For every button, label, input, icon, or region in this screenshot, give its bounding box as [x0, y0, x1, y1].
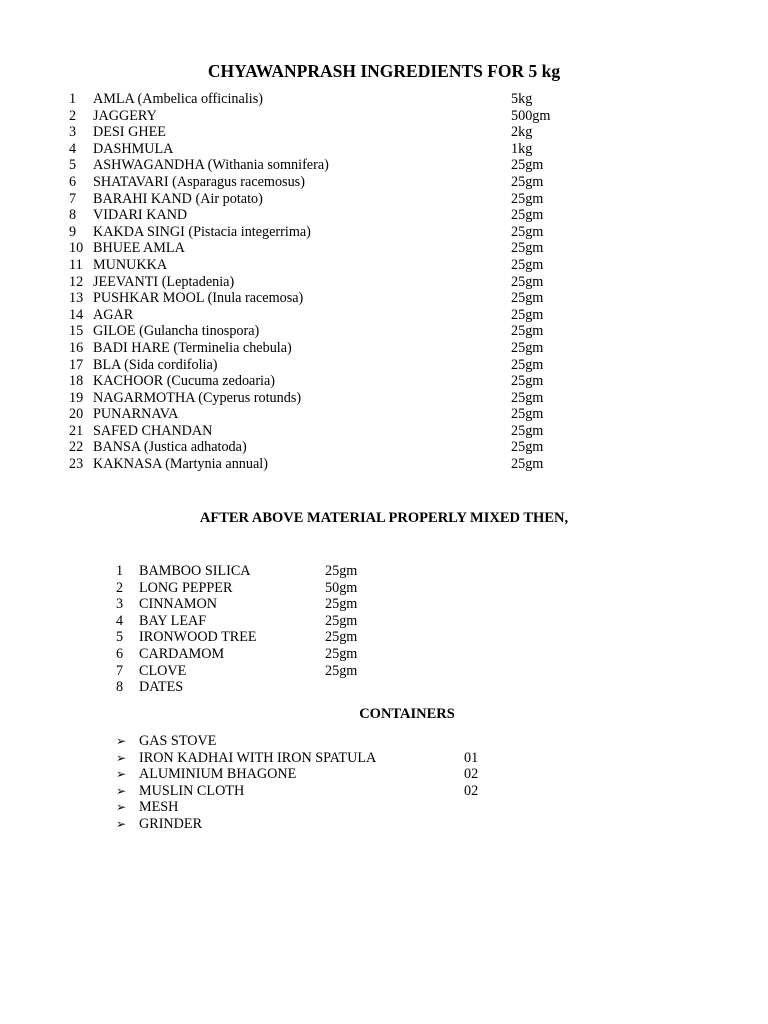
- container-row: [116, 799, 516, 816]
- item-quantity: 25gm: [325, 662, 358, 679]
- item-name: KACHOOR (Cucuma zedoaria): [93, 373, 276, 390]
- page-title: CHYAWANPRASH INGREDIENTS FOR 5 kg: [207, 61, 561, 81]
- item-quantity: 25gm: [511, 290, 544, 307]
- item-number: 22: [69, 439, 84, 456]
- item-name: ALUMINIUM BHAGONE: [139, 766, 297, 783]
- ingredient-row: [69, 157, 629, 174]
- item-number: 6: [69, 173, 77, 190]
- container-row: [116, 783, 516, 800]
- item-name: DESI GHEE: [93, 124, 166, 141]
- containers-heading: CONTAINERS: [359, 706, 455, 722]
- item-name: MESH: [139, 799, 179, 816]
- item-name: BADI HARE (Terminelia chebula): [93, 339, 292, 356]
- extras-list: [116, 563, 416, 696]
- item-name: NAGARMOTHA (Cyperus rotunds): [93, 389, 302, 406]
- ingredient-row: [69, 307, 629, 324]
- item-name: MUNUKKA: [93, 256, 168, 273]
- item-number: 1: [116, 563, 124, 579]
- item-name: BAY LEAF: [139, 612, 207, 629]
- bullet-arrow-icon: ➢: [116, 816, 127, 831]
- bullet-arrow-icon: ➢: [116, 734, 127, 748]
- ingredient-row: [69, 91, 629, 108]
- item-name: DATES: [139, 679, 184, 696]
- item-name: GILOE (Gulancha tinospora): [93, 323, 260, 340]
- item-name: BARAHI KAND (Air potato): [93, 190, 263, 207]
- item-quantity: 25gm: [511, 173, 544, 190]
- item-name: SHATAVARI (Asparagus racemosus): [93, 173, 305, 190]
- item-number: 13: [69, 290, 84, 307]
- ingredient-row: [69, 340, 629, 357]
- bullet-arrow-icon: ➢: [116, 767, 127, 782]
- item-name: CINNAMON: [139, 596, 218, 613]
- item-name: BLA (Sida cordifolia): [93, 356, 218, 373]
- item-quantity: 25gm: [511, 223, 544, 240]
- item-number: 3: [69, 124, 77, 141]
- item-number: 23: [69, 456, 84, 473]
- item-quantity: 25gm: [325, 645, 358, 662]
- ingredient-row: [69, 207, 629, 224]
- item-number: 20: [69, 406, 84, 423]
- item-number: 5: [116, 629, 124, 646]
- ingredient-row: [69, 257, 629, 274]
- item-quantity: 25gm: [511, 339, 544, 356]
- item-number: 1: [69, 91, 77, 107]
- bullet-arrow-icon: ➢: [116, 783, 127, 798]
- item-quantity: 25gm: [511, 157, 544, 174]
- ingredient-row: [69, 290, 629, 307]
- item-name: IRONWOOD TREE: [139, 629, 257, 646]
- item-quantity: 25gm: [511, 273, 544, 290]
- extra-ingredient-row: [116, 596, 416, 613]
- item-quantity: 1kg: [511, 140, 533, 157]
- ingredients-list: [69, 91, 629, 473]
- item-quantity: 25gm: [511, 306, 544, 323]
- item-number: 14: [69, 306, 84, 323]
- item-quantity: 25gm: [325, 612, 358, 629]
- item-number: 4: [116, 612, 124, 629]
- containers-list: [116, 733, 516, 833]
- item-name: PUNARNAVA: [93, 406, 179, 423]
- item-name: IRON KADHAI WITH IRON SPATULA: [139, 749, 377, 766]
- item-number: 7: [116, 662, 124, 679]
- item-number: 16: [69, 339, 84, 356]
- item-name: KAKDA SINGI (Pistacia integerrima): [93, 223, 311, 240]
- item-quantity: 02: [464, 782, 479, 799]
- ingredient-row: [69, 141, 629, 158]
- extra-ingredient-row: [116, 646, 416, 663]
- ingredient-row: [69, 406, 629, 423]
- ingredient-row: [69, 439, 629, 456]
- item-quantity: 25gm: [325, 596, 358, 613]
- item-quantity: 25gm: [325, 629, 358, 646]
- ingredient-row: [69, 274, 629, 291]
- item-number: 9: [69, 223, 77, 240]
- extra-ingredient-row: [116, 613, 416, 630]
- item-quantity: 25gm: [511, 356, 544, 373]
- item-name: GAS STOVE: [139, 733, 217, 749]
- item-number: 2: [116, 579, 124, 596]
- item-quantity: 5kg: [511, 91, 533, 107]
- item-quantity: 01: [464, 749, 479, 766]
- extra-ingredient-row: [116, 563, 416, 580]
- item-number: 2: [69, 107, 77, 124]
- item-name: LONG PEPPER: [139, 579, 233, 596]
- ingredient-row: [69, 108, 629, 125]
- container-row: [116, 733, 516, 750]
- item-number: 10: [69, 240, 84, 257]
- ingredient-row: [69, 224, 629, 241]
- item-quantity: 25gm: [511, 256, 544, 273]
- ingredient-row: [69, 373, 629, 390]
- item-name: JAGGERY: [93, 107, 157, 124]
- after-mixing-heading: AFTER ABOVE MATERIAL PROPERLY MIXED THEN,: [199, 510, 569, 526]
- item-number: 4: [69, 140, 77, 157]
- item-name: AMLA (Ambelica officinalis): [93, 91, 263, 107]
- item-number: 21: [69, 422, 84, 439]
- item-name: BANSA (Justica adhatoda): [93, 439, 247, 456]
- item-number: 5: [69, 157, 77, 174]
- extra-ingredient-row: [116, 679, 416, 696]
- item-number: 12: [69, 273, 84, 290]
- ingredient-row: [69, 240, 629, 257]
- bullet-arrow-icon: ➢: [116, 750, 127, 765]
- item-quantity: 25gm: [325, 563, 358, 579]
- item-number: 7: [69, 190, 77, 207]
- item-quantity: 500gm: [511, 107, 551, 124]
- item-quantity: 02: [464, 766, 479, 783]
- ingredient-row: [69, 174, 629, 191]
- item-name: DASHMULA: [93, 140, 174, 157]
- item-name: CARDAMOM: [139, 645, 225, 662]
- item-name: BAMBOO SILICA: [139, 563, 251, 579]
- ingredient-row: [69, 456, 629, 473]
- item-quantity: 25gm: [511, 422, 544, 439]
- item-name: AGAR: [93, 306, 134, 323]
- ingredient-row: [69, 124, 629, 141]
- item-quantity: 25gm: [511, 439, 544, 456]
- item-quantity: 25gm: [511, 240, 544, 257]
- extra-ingredient-row: [116, 629, 416, 646]
- item-name: GRINDER: [139, 815, 203, 832]
- bullet-arrow-icon: ➢: [116, 800, 127, 815]
- item-number: 17: [69, 356, 84, 373]
- item-quantity: 25gm: [511, 373, 544, 390]
- ingredient-row: [69, 357, 629, 374]
- item-name: BHUEE AMLA: [93, 240, 185, 257]
- item-number: 6: [116, 645, 124, 662]
- item-number: 8: [116, 679, 124, 696]
- ingredient-row: [69, 191, 629, 208]
- item-name: SAFED CHANDAN: [93, 422, 213, 439]
- extra-ingredient-row: [116, 580, 416, 597]
- item-quantity: 25gm: [511, 406, 544, 423]
- item-quantity: 25gm: [511, 456, 544, 473]
- item-name: JEEVANTI (Leptadenia): [93, 273, 235, 290]
- item-name: PUSHKAR MOOL (Inula racemosa): [93, 290, 304, 307]
- item-name: MUSLIN CLOTH: [139, 782, 245, 799]
- item-number: 8: [69, 207, 77, 224]
- container-row: [116, 750, 516, 767]
- item-number: 15: [69, 323, 84, 340]
- ingredient-row: [69, 323, 629, 340]
- container-row: [116, 766, 516, 783]
- item-name: CLOVE: [139, 662, 187, 679]
- container-row: [116, 816, 516, 833]
- item-name: VIDARI KAND: [93, 207, 188, 224]
- item-number: 18: [69, 373, 84, 390]
- ingredient-row: [69, 423, 629, 440]
- item-quantity: 25gm: [511, 190, 544, 207]
- item-quantity: 25gm: [511, 207, 544, 224]
- item-name: ASHWAGANDHA (Withania somnifera): [93, 157, 329, 174]
- item-quantity: 25gm: [511, 389, 544, 406]
- item-name: KAKNASA (Martynia annual): [93, 456, 268, 473]
- item-quantity: 2kg: [511, 124, 533, 141]
- item-quantity: 50gm: [325, 579, 358, 596]
- extra-ingredient-row: [116, 663, 416, 680]
- ingredient-row: [69, 390, 629, 407]
- item-number: 3: [116, 596, 124, 613]
- item-number: 11: [69, 256, 83, 273]
- item-quantity: 25gm: [511, 323, 544, 340]
- item-number: 19: [69, 389, 84, 406]
